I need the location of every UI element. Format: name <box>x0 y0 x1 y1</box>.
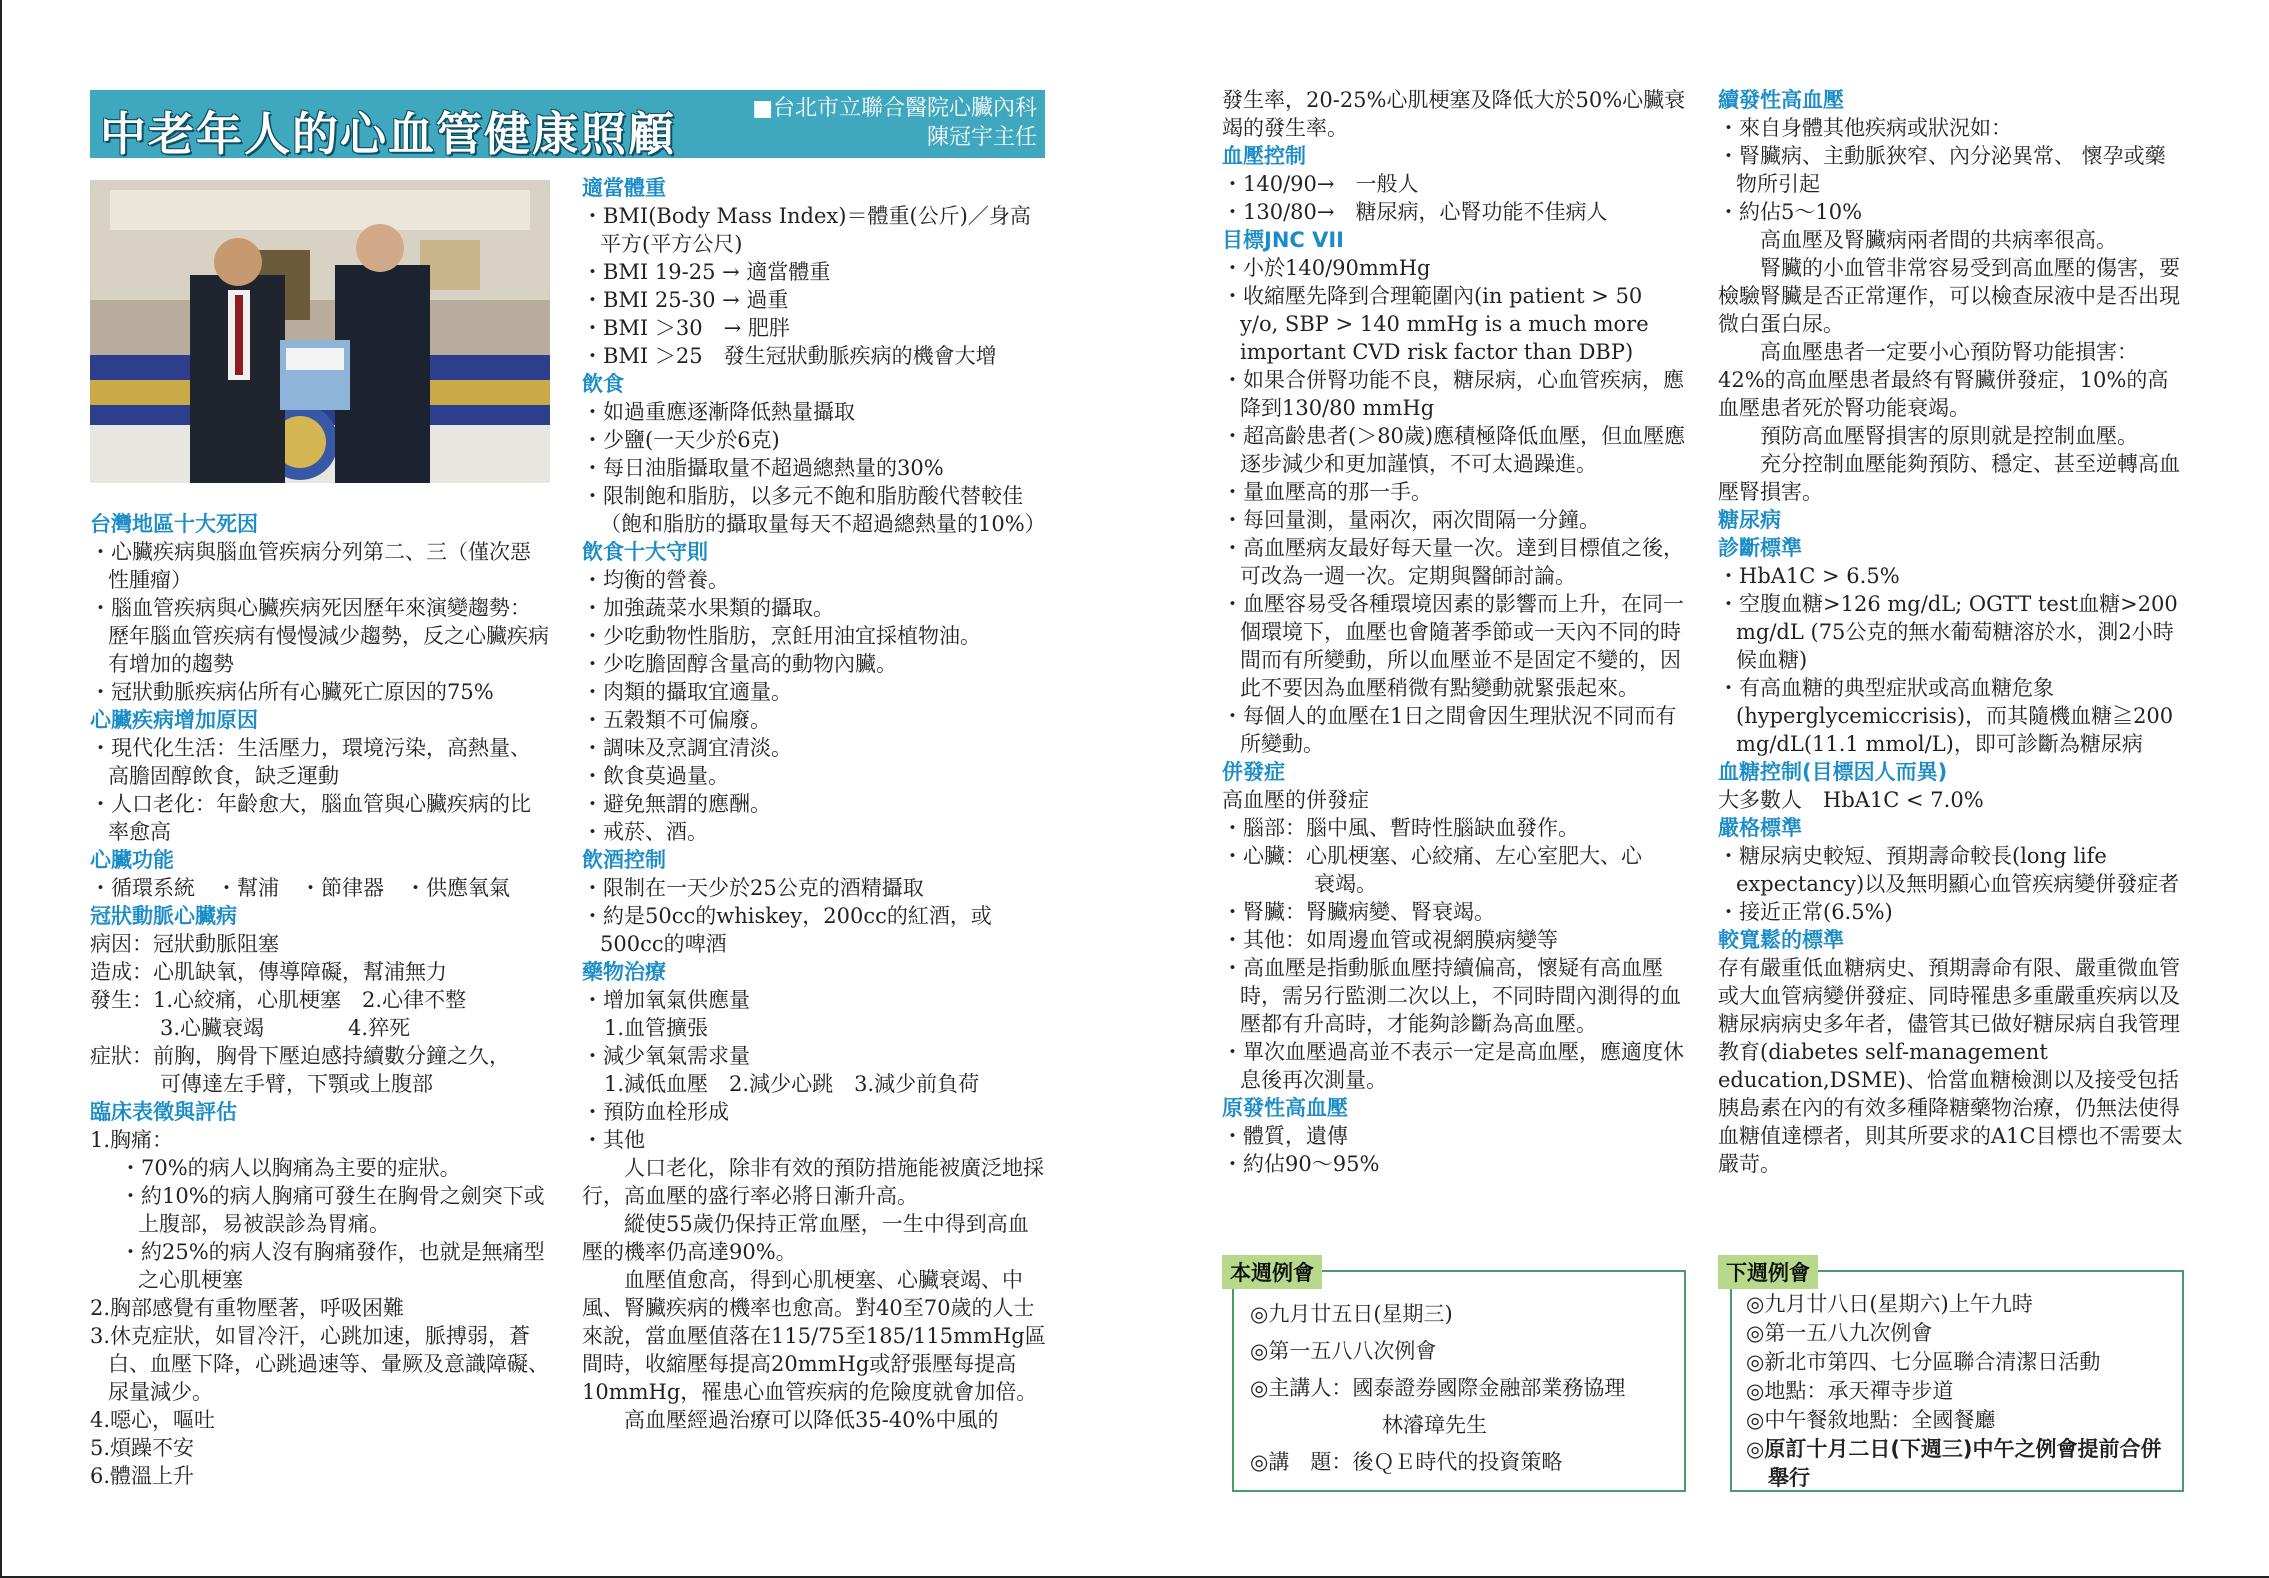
meeting-date: ◎九月廿八日(星期六)上午九時 <box>1746 1292 2033 1316</box>
list-item: ・其他：如周邊血管或視網膜病變等 <box>1222 928 1558 952</box>
list-item: ・來自身體其他疾病或狀況如： <box>1718 116 2012 140</box>
article-photo <box>90 180 550 483</box>
text-line: 造成：心肌缺氧，傳導障礙，幫浦無力 <box>90 960 447 984</box>
text-line: 發生：1.心絞痛，心肌梗塞 2.心律不整 <box>90 988 467 1012</box>
list-item: ・接近正常(6.5%) <box>1718 900 1893 924</box>
list-item: ・加強蔬菜水果類的攝取。 <box>582 596 834 620</box>
next-week-meeting-tag: 下週例會 <box>1718 1255 1818 1289</box>
list-item: ・高血壓是指動脈血壓持續偏高，懷疑有高血壓時，需另行監測二次以上，不同時間內測得的血壓都有升高時，才能夠診斷為高血壓。 <box>1222 956 1681 1036</box>
column-2 <box>582 174 1047 1434</box>
list-item: ・冠狀動脈疾病佔所有心臟死亡原因的75% <box>90 680 494 704</box>
heading-alcohol-control: 飲酒控制 <box>582 848 666 872</box>
heading-strict-criteria: 嚴格標準 <box>1718 816 1802 840</box>
text-line: 大多數人 HbA1C < 7.0% <box>1718 788 1984 812</box>
list-item: 1.減低血壓 2.減少心跳 3.減少前負荷 <box>604 1072 980 1096</box>
list-item: ・BMI 19-25 → 適當體重 <box>582 260 831 284</box>
heading-proper-weight: 適當體重 <box>582 176 666 200</box>
list-item: ・心臟：心肌梗塞、心絞痛、左心室肥大、心 <box>1222 844 1642 868</box>
paragraph: 人口老化，除非有效的預防措施能被廣泛地採行，高血壓的盛行率必將日漸升高。 <box>582 1156 1044 1208</box>
list-item: 1.血管擴張 <box>604 1016 709 1040</box>
meeting-lunch-location: ◎中午餐敘地點：全國餐廳 <box>1746 1408 1996 1432</box>
meeting-speaker: ◎主講人：國泰證券國際金融部業務協理 <box>1250 1376 1626 1400</box>
text-line: 病因：冠狀動脈阻塞 <box>90 932 279 956</box>
list-item: ・調味及烹調宜清淡。 <box>582 736 792 760</box>
list-item: ・均衡的營養。 <box>582 568 729 592</box>
list-item: ・量血壓高的那一手。 <box>1222 480 1432 504</box>
list-item: ・腎臟病、主動脈狹窄、內分泌異常、 懷孕或藥物所引起 <box>1718 144 2166 196</box>
text-line: 高血壓的併發症 <box>1222 788 1369 812</box>
list-item: ・BMI ＞25 發生冠狀動脈疾病的機會大增 <box>582 344 997 368</box>
next-week-meeting-box <box>1730 1270 2184 1492</box>
list-item: ・140/90→ 一般人 <box>1222 172 1419 196</box>
paragraph: 高血壓及腎臟病兩者間的共病率很高。 <box>1760 228 2117 252</box>
list-item: ・血壓容易受各種環境因素的影響而上升，在同一個環境下，血壓也會隨著季節或一天內不同的時間而有所變動，所以血壓並不是固定不變的，因此不要因為血壓稍微有點變動就緊張起來。 <box>1222 592 1684 700</box>
meeting-location: ◎地點：承天禪寺步道 <box>1746 1379 1954 1403</box>
list-item: ・現代化生活：生活壓力，環境污染，高熱量、高膽固醇飲食，缺乏運動 <box>90 736 531 788</box>
paragraph: 發生率，20-25%心肌梗塞及降低大於50%心臟衰竭的發生率。 <box>1222 88 1686 140</box>
list-item: ・五穀類不可偏廢。 <box>582 708 771 732</box>
list-item: 衰竭。 <box>1314 872 1377 896</box>
list-item: ・循環系統 ・幫浦 ・節律器 ・供應氧氣 <box>90 876 510 900</box>
list-item: ・小於140/90mmHg <box>1222 256 1431 280</box>
list-item: ・收縮壓先降到合理範圍內(in patient > 50 y/o, SBP > 140 mmHg is a much more important CVD risk factor than DBP) <box>1222 284 1649 364</box>
heading-top-ten-causes: 台灣地區十大死因 <box>90 512 258 536</box>
heading-relaxed-criteria: 較寬鬆的標準 <box>1718 928 1844 952</box>
list-item: ・約10%的病人胸痛可發生在胸骨之劍突下或上腹部，易被誤診為胃痛。 <box>120 1184 545 1236</box>
heading-clinical-signs: 臨床表徵與評估 <box>90 1100 237 1124</box>
heading-heart-function: 心臟功能 <box>90 848 174 872</box>
page-border-left <box>0 0 2 1578</box>
column-1 <box>90 510 550 1490</box>
list-item: ・約是50cc的whiskey，200cc的紅酒，或500cc的啤酒 <box>582 904 992 956</box>
column-3 <box>1222 86 1687 1178</box>
list-item: ・其他 <box>582 1128 645 1152</box>
article-source <box>752 94 1037 152</box>
paragraph: 腎臟的小血管非常容易受到高血壓的傷害，要檢驗腎臟是否正常運作，可以檢查尿液中是否出現微白蛋白尿。 <box>1718 256 2180 336</box>
paragraph: 血壓值愈高，得到心肌梗塞、心臟衰竭、中風、腎臟疾病的機率也愈高。對40至70歲的人士來說，當血壓值落在115/75至185/115mmHg區間時，收縮壓每提高20mmHg或舒張壓每提高10mmHg，罹患心血管疾病的危險度就會加倍。 <box>582 1268 1046 1404</box>
list-item: ・BMI(Body Mass Index)＝體重(公斤)／身高平方(平方公尺) <box>582 204 1031 256</box>
meeting-notice: ◎原訂十月二日(下週三)中午之例會提前合併舉行 <box>1746 1437 2162 1490</box>
text-line: 4.噁心，嘔吐 <box>90 1408 216 1432</box>
meeting-date: ◎九月廿五日(星期三) <box>1250 1302 1453 1326</box>
meeting-number: ◎第一五八八次例會 <box>1250 1339 1437 1363</box>
meeting-number: ◎第一五八九次例會 <box>1746 1321 1933 1345</box>
list-item: ・肉類的攝取宜適量。 <box>582 680 792 704</box>
list-item: ・BMI 25-30 → 過重 <box>582 288 789 312</box>
heading-coronary-disease: 冠狀動脈心臟病 <box>90 904 237 928</box>
article-title: 中老年人的心血管健康照顧 <box>100 107 676 161</box>
this-week-meeting-tag: 本週例會 <box>1222 1255 1322 1289</box>
meeting-topic: ◎講 題：後ＱＥ時代的投資策略 <box>1250 1450 1563 1474</box>
source-author: 陳冠宇主任 <box>926 125 1037 150</box>
list-item: ・避免無謂的應酬。 <box>582 792 771 816</box>
list-item: ・約25%的病人沒有胸痛發作，也就是無痛型之心肌梗塞 <box>120 1240 545 1292</box>
paragraph: 縱使55歲仍保持正常血壓，一生中得到高血壓的機率仍高達90%。 <box>582 1212 1029 1264</box>
paragraph: 充分控制血壓能夠預防、穩定、甚至逆轉高血壓腎損害。 <box>1718 452 2180 504</box>
heading-secondary-hypertension: 續發性高血壓 <box>1718 88 1844 112</box>
text-line: 可傳達左手臂，下顎或上腹部 <box>160 1072 433 1096</box>
paragraph: 存有嚴重低血糖病史、預期壽命有限、嚴重微血管或大血管病變併發症、同時罹患多重嚴重疾病以及糖尿病病史多年者，儘管其已做好糖尿病自我管理教育(diabetes self-management education,DSME)、恰當血糖檢測以及接受包括胰島素在內的有效多種降糖藥物治療，仍無法使得血糖值達標者，則其所要求的A1C目標也不需要太嚴苛。 <box>1718 956 2183 1176</box>
list-item: ・空腹血糖>126 mg/dL; OGTT test血糖>200 mg/dL (75公克的無水葡萄糖溶於水，測2小時候血糖) <box>1718 592 2178 672</box>
heading-bp-control: 血壓控制 <box>1222 144 1306 168</box>
heading-complications: 併發症 <box>1222 760 1285 784</box>
text-line: 2.胸部感覺有重物壓著，呼吸困難 <box>90 1296 405 1320</box>
text-line: 3.休克症狀，如冒冷汗，心跳加速，脈搏弱，蒼白、血壓下降，心跳過速等、暈厥及意識障礙、尿量減少。 <box>90 1324 549 1404</box>
heading-glucose-control: 血糖控制(目標因人而異) <box>1718 760 1948 784</box>
heading-jnc-target: 目標JNC VII <box>1222 228 1344 252</box>
list-item: ・預防血栓形成 <box>582 1100 729 1124</box>
list-item: ・每個人的血壓在1日之間會因生理狀況不同而有所變動。 <box>1222 704 1677 756</box>
heading-medication: 藥物治療 <box>582 960 666 984</box>
list-item: ・腦血管疾病與心臟疾病死因歷年來演變趨勢：歷年腦血管疾病有慢慢減少趨勢，反之心臟疾病有增加的趨勢 <box>90 596 549 676</box>
meeting-activity: ◎新北市第四、七分區聯合清潔日活動 <box>1746 1350 2101 1374</box>
list-item: ・超高齡患者(＞80歲)應積極降低血壓，但血壓應逐步減少和更加謹慎，不可太過躁進。 <box>1222 424 1686 476</box>
heading-diet-rules: 飲食十大守則 <box>582 540 708 564</box>
list-item: ・腎臟：腎臟病變、腎衰竭。 <box>1222 900 1495 924</box>
text-line: 1.胸痛： <box>90 1128 174 1152</box>
list-item: ・少鹽(一天少於6克) <box>582 428 780 452</box>
heading-diet: 飲食 <box>582 372 624 396</box>
list-item: ・腦部：腦中風、暫時性腦缺血發作。 <box>1222 816 1579 840</box>
list-item: ・約佔90～95% <box>1222 1152 1380 1176</box>
list-item: ・BMI ＞30 → 肥胖 <box>582 316 790 340</box>
column-4 <box>1718 86 2183 1178</box>
heading-primary-hypertension: 原發性高血壓 <box>1222 1096 1348 1120</box>
list-item: ・少吃動物性脂肪，烹飪用油宜採植物油。 <box>582 624 981 648</box>
list-item: ・約佔5～10% <box>1718 200 1863 224</box>
heading-diabetes: 糖尿病 <box>1718 508 1781 532</box>
list-item: ・增加氧氣供應量 <box>582 988 750 1012</box>
list-item: ・戒菸、酒。 <box>582 820 708 844</box>
this-week-meeting-box <box>1232 1270 1686 1492</box>
list-item: ・限制在一天少於25公克的酒精攝取 <box>582 876 924 900</box>
list-item: ・體質，遺傳 <box>1222 1124 1348 1148</box>
list-item: ・有高血糖的典型症狀或高血糖危象(hyperglycemiccrisis)，而其隨機血糖≧200 mg/dL(11.1 mmol/L)，即可診斷為糖尿病 <box>1718 676 2174 756</box>
article-banner <box>90 90 1045 161</box>
list-item: ・如果合併腎功能不良，糖尿病，心血管疾病，應降到130/80 mmHg <box>1222 368 1684 420</box>
heading-heart-disease-causes: 心臟疾病增加原因 <box>90 708 258 732</box>
list-item: ・高血壓病友最好每天量一次。達到目標值之後，可改為一週一次。定期與醫師討論。 <box>1222 536 1684 588</box>
list-item: ・飲食莫過量。 <box>582 764 729 788</box>
text-line: 3.心臟衰竭 4.猝死 <box>160 1016 411 1040</box>
text-line: 症狀：前胸，胸骨下壓迫感持續數分鐘之久， <box>90 1044 510 1068</box>
paragraph: 高血壓患者一定要小心預防腎功能損害：42%的高血壓患者最終有腎臟併發症，10%的高血壓患者死於腎功能衰竭。 <box>1718 340 2169 420</box>
heading-diagnosis-criteria: 診斷標準 <box>1718 536 1802 560</box>
text-line: 6.體溫上升 <box>90 1464 195 1488</box>
list-item: ・每回量測，量兩次，兩次間隔一分鐘。 <box>1222 508 1600 532</box>
list-item: ・每日油脂攝取量不超過總熱量的30% <box>582 456 944 480</box>
list-item: ・少吃膽固醇含量高的動物內臟。 <box>582 652 897 676</box>
paragraph: 高血壓經過治療可以降低35-40%中風的 <box>624 1408 999 1432</box>
text-line: 5.煩躁不安 <box>90 1436 195 1460</box>
list-item: ・HbA1C > 6.5% <box>1718 564 1900 588</box>
list-item: ・如過重應逐漸降低熱量攝取 <box>582 400 855 424</box>
list-item: ・人口老化：年齡愈大，腦血管與心臟疾病的比率愈高 <box>90 792 531 844</box>
paragraph: 預防高血壓腎損害的原則就是控制血壓。 <box>1760 424 2138 448</box>
photo-illustration <box>90 180 550 483</box>
list-item: ・70%的病人以胸痛為主要的症狀。 <box>120 1156 461 1180</box>
list-item: ・心臟疾病與腦血管疾病分列第二、三（僅次惡性腫瘤） <box>90 540 531 592</box>
meeting-speaker-name: 林濬璋先生 <box>1382 1413 1487 1437</box>
source-hospital: ■台北市立聯合醫院心臟內科 <box>752 96 1037 121</box>
list-item: ・糖尿病史較短、預期壽命較長(long life expectancy)以及無明顯心血管疾病變併發症者 <box>1718 844 2180 896</box>
list-item: ・130/80→ 糖尿病，心腎功能不佳病人 <box>1222 200 1608 224</box>
list-item: ・減少氧氣需求量 <box>582 1044 750 1068</box>
list-item: ・單次血壓過高並不表示一定是高血壓，應適度休息後再次測量。 <box>1222 1040 1684 1092</box>
list-item: ・限制飽和脂肪，以多元不飽和脂肪酸代替較佳（飽和脂肪的攝取量每天不超過總熱量的10%） <box>582 484 1046 536</box>
